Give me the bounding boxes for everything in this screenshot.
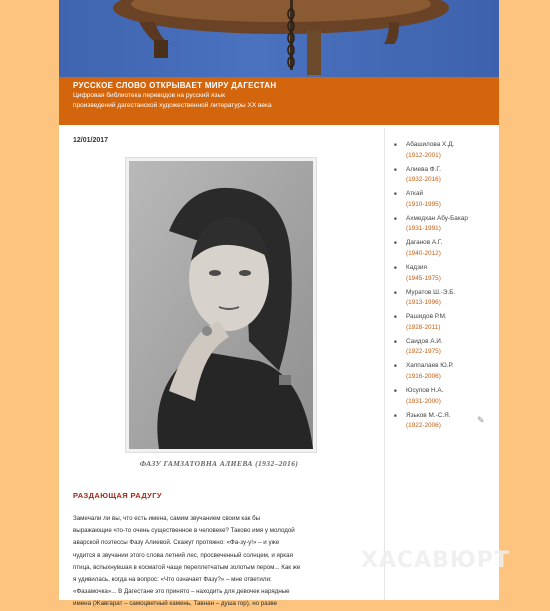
author-name[interactable]: ■ Даганов А.Г. <box>406 239 443 247</box>
blog-page <box>59 0 499 608</box>
author-name[interactable]: ■ Язьков М.-С.Я. <box>406 411 451 419</box>
article-line: выражающие что-то очень существенное в человеке? Таково имя у молодой <box>73 527 295 535</box>
author-years[interactable]: (1922-1975) <box>406 348 441 356</box>
portrait-photo[interactable] <box>125 157 317 453</box>
watermark-text: ХАСАВЮРТ <box>361 548 510 573</box>
article-line: чудится в звучании этого слова летний лес, просвеченный солнцем, и яркая <box>73 551 293 559</box>
portrait-image <box>129 161 313 449</box>
blog-description-line-2: произведений дагестанской художественной литературы XX века <box>73 101 272 109</box>
author-list <box>392 140 492 435</box>
author-item[interactable] <box>392 337 492 362</box>
author-item[interactable] <box>392 165 492 190</box>
author-name[interactable]: ■ Хаппалаев Ю.Р. <box>406 362 454 370</box>
author-item[interactable] <box>392 312 492 337</box>
author-years[interactable]: (1931-2000) <box>406 397 441 405</box>
post-date: 12/01/2017 <box>73 137 109 144</box>
author-years[interactable]: (1945-1975) <box>406 274 441 282</box>
author-name[interactable]: ■ Кадзия <box>406 263 427 271</box>
author-years[interactable]: (1932-2016) <box>406 176 441 184</box>
author-name[interactable]: ■ Саидов А.И. <box>406 337 443 345</box>
author-years[interactable]: (1940-2012) <box>406 249 441 257</box>
edit-wrench-icon[interactable]: ✎ <box>477 415 485 425</box>
author-item[interactable] <box>392 214 492 239</box>
header-image[interactable] <box>59 0 499 77</box>
article-line: я удивилась, когда на вопрос: «Что означает Фазу?» – мне ответили: <box>73 576 272 584</box>
article-line: «Фазамочка»... В Дагестане это принято – находить для девочек нарядные <box>73 588 290 596</box>
header-band <box>59 77 499 125</box>
article-line: Замечали ли вы, что есть имена, самим звучанием своим как бы <box>73 515 261 522</box>
section-title: РАЗДАЮЩАЯ РАДУГУ <box>73 491 162 500</box>
author-years[interactable]: (1916-2006) <box>406 372 441 380</box>
author-years[interactable]: (1931-1991) <box>406 225 441 233</box>
author-name[interactable]: ■ Муратов Ш.-Э.Б. <box>406 288 456 296</box>
blog-description-line-1: Цифровая библиотека переводов на русский язык <box>73 92 225 99</box>
author-name[interactable]: ■ Юсупов Н.А. <box>406 386 444 394</box>
author-item[interactable] <box>392 189 492 214</box>
article-line: имена (Жавгарат – самоцветный камень, Тавнан – душа гор), но разве <box>73 600 278 608</box>
author-years[interactable]: (1928-2011) <box>406 323 441 331</box>
author-years[interactable]: (1922-2006) <box>406 422 441 430</box>
article-line: птица, вспыхнувшая в косматой чаще переплетчатым золотым пером... Как же <box>73 563 301 571</box>
sidebar-divider <box>384 128 385 600</box>
author-item[interactable] <box>392 238 492 263</box>
author-name[interactable]: ■ Ахмедхан Абу-Бакар <box>406 214 468 222</box>
author-years[interactable]: (1913-1996) <box>406 299 441 307</box>
article-line: аварской поэтессы Фазу Алиевой. Скажут протяжно: «Фа-зу-у!» – и уже <box>73 539 280 547</box>
blog-title[interactable]: РУССКОЕ СЛОВО ОТКРЫВАЕТ МИРУ ДАГЕСТАН <box>73 81 277 90</box>
author-name[interactable]: ■ Рашидов Р.М. <box>406 313 447 321</box>
author-item[interactable] <box>392 263 492 288</box>
author-name[interactable]: ■ Алиева Ф.Г. <box>406 165 441 173</box>
author-item[interactable] <box>392 361 492 386</box>
author-item[interactable] <box>392 386 492 411</box>
author-name[interactable]: ■ Абашилова Х.Д. <box>406 141 455 148</box>
photo-caption: ФАЗУ ГАМЗАТОВНА АЛИЕВА (1932–2016) <box>139 459 299 468</box>
author-years[interactable]: (1912-2001) <box>406 151 441 159</box>
header-artwork <box>59 0 499 77</box>
author-item[interactable] <box>392 140 492 165</box>
article-body <box>73 513 373 611</box>
author-years[interactable]: (1910-1995) <box>406 200 441 208</box>
author-name[interactable]: ■ Аткай <box>406 190 424 198</box>
author-item[interactable] <box>392 288 492 313</box>
